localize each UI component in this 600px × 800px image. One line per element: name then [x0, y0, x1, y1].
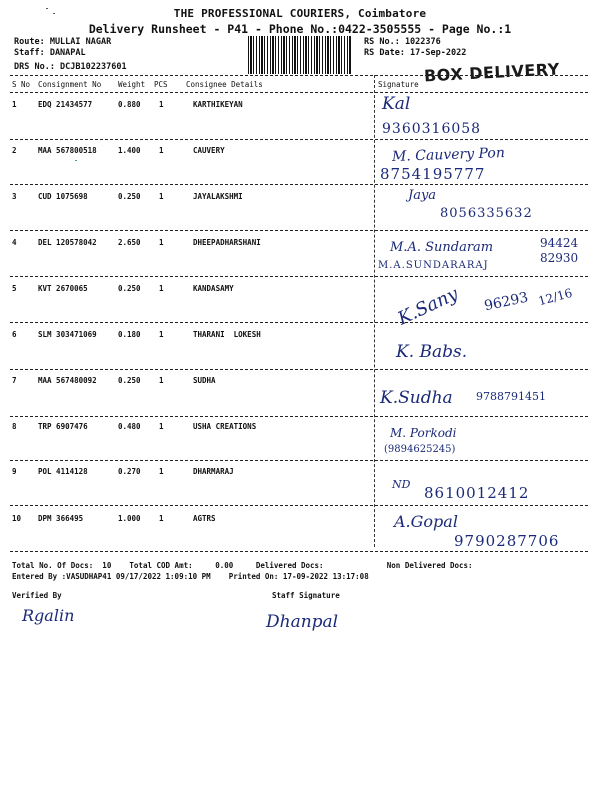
- row-sno: 4: [12, 238, 17, 247]
- row-signature: K.Sany: [394, 283, 462, 330]
- row-pcs: 1: [159, 192, 164, 201]
- row-pcs: 1: [159, 238, 164, 247]
- row-weight: 0.180: [118, 330, 141, 339]
- row-consignee: THARANI LOKESH: [193, 330, 261, 339]
- row-divider: [10, 139, 588, 140]
- col-consignee: Consignee Details: [186, 80, 263, 89]
- row-pcs: 1: [159, 100, 164, 109]
- row-divider: [10, 322, 588, 323]
- row-consignment: POL 4114128: [38, 467, 88, 476]
- row-consignment: CUD 1075698: [38, 192, 88, 201]
- row-consignee: AGTRS: [193, 514, 216, 523]
- row-signature: K. Babs.: [396, 342, 468, 362]
- row-divider: [10, 505, 588, 506]
- row-signature: M. Cauvery Pon: [391, 145, 506, 165]
- row-consignee: DHEEPADHARSHANI: [193, 238, 261, 247]
- row-consignee: KANDASAMY: [193, 284, 234, 293]
- row-pcs: 1: [159, 422, 164, 431]
- row-consignment: DEL 120578042: [38, 238, 97, 247]
- col-sno: S No: [12, 80, 31, 89]
- header-top-rule: [10, 75, 588, 76]
- row-consignment: KVT 2670065: [38, 284, 88, 293]
- row-divider: [10, 276, 588, 277]
- scan-speck: [46, 8, 48, 9]
- row-sno: 2: [12, 146, 17, 155]
- totals-line: Total No. Of Docs: 10 Total COD Amt: 0.00 Delivered Docs: Non Delivered Docs:: [12, 561, 473, 570]
- row-sno: 5: [12, 284, 17, 293]
- row-signature: M. Porkodi: [390, 426, 457, 440]
- table-bottom-rule: [10, 551, 588, 552]
- col-pcs: PCS: [154, 80, 168, 89]
- verified-by-label: Verified By: [12, 591, 62, 600]
- scan-speck: [53, 13, 55, 14]
- row-sno: 9: [12, 467, 17, 476]
- row-signature: Jaya: [408, 188, 437, 203]
- box-delivery-stamp: BOX DELIVERY: [423, 59, 561, 86]
- row-consignment: EDQ 21434577: [38, 100, 93, 109]
- row-phone: 9790287706: [454, 532, 560, 550]
- row-consignee: DHARMARAJ: [193, 467, 234, 476]
- verified-signature: Rgalin: [22, 606, 75, 625]
- row-signature: ND: [392, 478, 411, 491]
- staff-label: Staff: DANAPAL: [14, 48, 86, 58]
- row-divider: [10, 369, 588, 370]
- row-consignee: KARTHIKEYAN: [193, 100, 243, 109]
- runsheet-subtitle: Delivery Runsheet - P41 - Phone No.:0422-3505555 - Page No.:1: [88, 22, 512, 36]
- rs-number: RS No.: 1022376: [364, 37, 441, 47]
- row-weight: 1.000: [118, 514, 141, 523]
- row-sno: 8: [12, 422, 17, 431]
- row-pcs: 1: [159, 467, 164, 476]
- drs-label: DRS No.: DCJB102237601: [14, 62, 127, 72]
- row-weight: 2.650: [118, 238, 141, 247]
- row-pcs: 1: [159, 284, 164, 293]
- row-pcs: 1: [159, 376, 164, 385]
- row-consignment: MAA 567800518: [38, 146, 97, 155]
- barcode-image: [248, 36, 352, 74]
- row-consignee: CAUVERY: [193, 146, 225, 155]
- route-label: Route: MULLAI NAGAR: [14, 37, 112, 47]
- row-consignment: DPM 366495: [38, 514, 84, 523]
- row-phone: 8610012412: [424, 484, 530, 502]
- row-consignment: TRP 6907476: [38, 422, 88, 431]
- row-phone-cont: 12/16: [536, 285, 574, 309]
- row-sno: 6: [12, 330, 17, 339]
- row-weight: 0.880: [118, 100, 141, 109]
- rs-date: RS Date: 17-Sep-2022: [364, 48, 467, 58]
- row-weight: 0.250: [118, 192, 141, 201]
- row-signature: Kal: [382, 94, 411, 114]
- row-phone: 9360316058: [382, 121, 482, 137]
- col-consignment: Consignment No: [38, 80, 102, 89]
- staff-signature: Dhanpal: [266, 612, 339, 632]
- row-weight: 0.250: [118, 376, 141, 385]
- signature-column-divider: [374, 75, 375, 547]
- row-consignment: MAA 567480092: [38, 376, 97, 385]
- row-signature: M.A. Sundaram: [390, 240, 494, 255]
- row-consignee: USHA CREATIONS: [193, 422, 257, 431]
- row-phone: 9788791451: [476, 390, 546, 403]
- row-phone: 8056335632: [440, 206, 533, 221]
- header-bottom-rule: [10, 92, 588, 93]
- row-phone: (9894625245): [384, 444, 456, 455]
- row-sno: 10: [12, 514, 22, 523]
- row-phone: 94424: [540, 236, 579, 250]
- row-sno: 3: [12, 192, 17, 201]
- row-divider: [10, 230, 588, 231]
- row-sno: 7: [12, 376, 17, 385]
- row-weight: 0.270: [118, 467, 141, 476]
- row-consignee: SUDHA: [193, 376, 216, 385]
- row-divider: [10, 184, 588, 185]
- scan-speck: [75, 160, 77, 161]
- row-pcs: 1: [159, 146, 164, 155]
- col-signature: Signature: [378, 80, 419, 89]
- row-divider: [10, 416, 588, 417]
- col-weight: Weight: [118, 80, 146, 89]
- row-pcs: 1: [159, 514, 164, 523]
- row-weight: 0.250: [118, 284, 141, 293]
- company-title: THE PROFESSIONAL COURIERS, Coimbatore: [173, 7, 427, 20]
- row-pcs: 1: [159, 330, 164, 339]
- entered-by-line: Entered By :VASUDHAP41 09/17/2022 1:09:10 PM Printed On: 17-09-2022 13:17:08: [12, 572, 369, 581]
- row-weight: 0.480: [118, 422, 141, 431]
- row-phone: 96293: [482, 289, 530, 315]
- row-sno: 1: [12, 100, 17, 109]
- row-phone-cont: 82930: [540, 251, 579, 265]
- row-divider: [10, 460, 588, 461]
- row-weight: 1.400: [118, 146, 141, 155]
- staff-signature-label: Staff Signature: [272, 591, 340, 600]
- row-consignee: JAYALAKSHMI: [193, 192, 243, 201]
- row-signature: K.Sudha: [380, 388, 453, 408]
- row-signature: A.Gopal: [394, 512, 458, 531]
- row-signature-name: M.A.SUNDARARAJ: [378, 260, 489, 271]
- row-phone: 8754195777: [380, 165, 486, 183]
- row-consignment: SLM 303471069: [38, 330, 97, 339]
